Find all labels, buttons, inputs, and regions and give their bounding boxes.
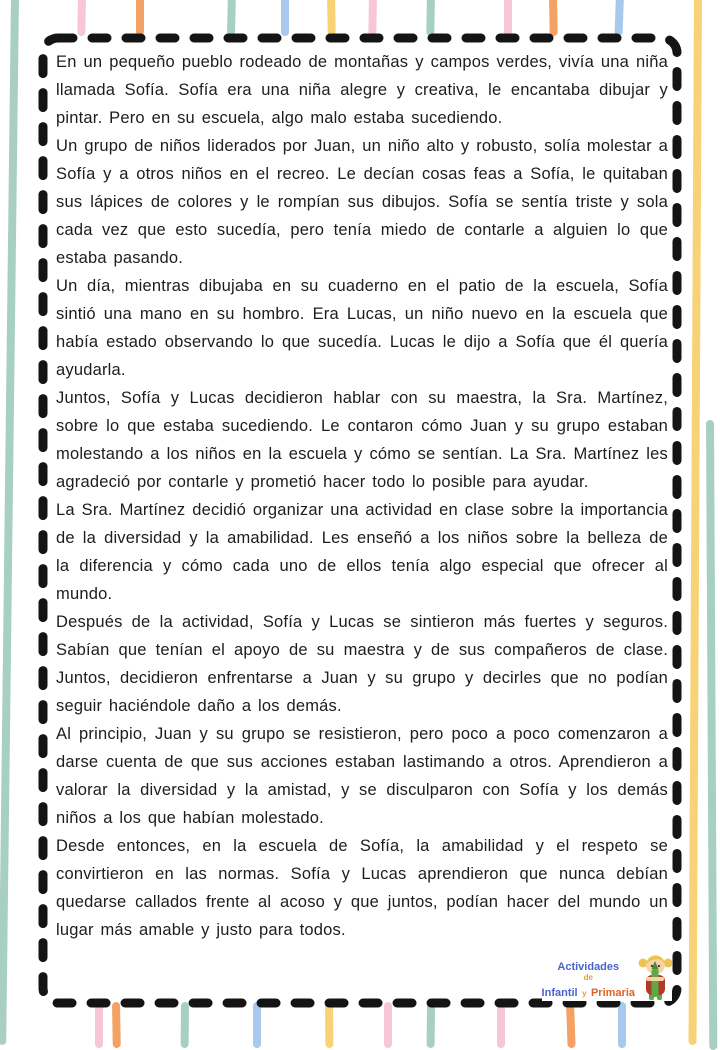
story-paragraph: Al principio, Juan y su grupo se resistieron, pero poco a poco comenzaron a darse cuenta de que sus acciones estaban lastimando a otros. Aprendieron a valorar la diversidad y la amistad, y se disculparon con Sofía y los demás niños a los que habían molestado. [56, 725, 668, 827]
decor-stripe-pink [77, 0, 86, 36]
story-card [38, 33, 682, 1008]
story-paragraph: En un pequeño pueblo rodeado de montañas y campos verdes, vivía una niña llamada Sofía. Sofía era una niña alegre y creativa, le encantaba dibujar y pintar. Pero en su escuela, algo malo estaba sucediendo. [56, 53, 668, 127]
story-paragraph: Desde entonces, en la escuela de Sofía, la amabilidad y el respeto se convirtieron en las normas. Sofía y Lucas aprendieron que nunca debían quedarse callados frente al acoso y que juntos, podían hacer del mundo un lugar más amable y justo para todos. [56, 837, 668, 939]
decor-stripe-pink [95, 1002, 103, 1048]
decor-stripe-yellow [327, 0, 336, 36]
decor-stripe-teal [0, 0, 19, 1045]
decor-stripe-teal [227, 0, 236, 36]
decor-stripe-blue [281, 0, 289, 36]
story-paragraph: Un grupo de niños liderados por Juan, un niño alto y robusto, solía molestar a Sofía y a otros niños en el recreo. Le decían cosas feas a Sofía, le quitaban sus lápices de colores y le rompían sus dibujos. Sofía se sentía triste y sola cada vez que esto sucedía, pero tenía miedo de contarle a alguien lo que estaba pasando. [56, 137, 668, 267]
decor-stripe-blue [253, 1002, 261, 1048]
logo-word-infantil: Infantil [541, 986, 578, 999]
decor-stripe-yellow [325, 1002, 333, 1048]
decor-stripe-orange [112, 1002, 121, 1048]
decor-stripe-yellow [689, 0, 702, 1045]
decor-stripe-teal [427, 1002, 435, 1048]
decor-stripe-teal [181, 1002, 189, 1048]
publisher-logo-text [542, 961, 635, 1001]
story-text [56, 48, 668, 993]
decor-stripe-teal [426, 0, 435, 36]
story-paragraph: Después de la actividad, Sofía y Lucas se sintieron más fuertes y seguros. Sabían que tenían el apoyo de su maestra y de sus compañeros de clase. Juntos, decidieron enfrentarse a Juan y su grupo y decirles que no podían seguir haciéndole daño a los demás. [56, 613, 668, 715]
decor-stripe-teal [706, 420, 717, 1050]
publisher-logo [542, 953, 672, 1001]
decor-stripe-pink [368, 0, 377, 36]
mascot-kid-icon [638, 953, 672, 1001]
decor-stripe-pink [504, 0, 512, 36]
logo-word-primaria: Primaria [590, 986, 635, 999]
story-paragraph: Un día, mientras dibujaba en su cuaderno en el patio de la escuela, Sofía sintió una mano en su hombro. Era Lucas, un niño nuevo en la escuela que había estado observando lo que sucedía. Lucas le dijo a Sofía que él quería ayudarla. [56, 277, 668, 379]
story-paragraph: La Sra. Martínez decidió organizar una actividad en clase sobre la importancia de la diversidad y la amabilidad. Les enseñó a los niños sobre la belleza de la diferencia y cómo cada uno de ellos tenía algo especial que ofrecer al mundo. [56, 501, 668, 603]
logo-line-infantil-primaria [542, 983, 635, 1001]
story-paragraph: Juntos, Sofía y Lucas decidieron hablar con su maestra, la Sra. Martínez, sobre lo que estaba sucediendo. Le contaron cómo Juan y su grupo estaban molestando a los niños en la escuela y cómo se sentían. La Sra. Martínez les agradeció por contarle y prometió hacer todo lo posible para ayudar. [56, 389, 668, 491]
logo-word-y: y [582, 988, 587, 998]
logo-word-actividades: Actividades [557, 960, 620, 973]
decor-stripe-orange [566, 1002, 576, 1048]
decor-stripe-orange [549, 0, 558, 36]
decor-stripe-blue [618, 1002, 626, 1048]
logo-word-de: de [583, 973, 593, 983]
decor-stripe-blue [615, 0, 624, 36]
decor-stripe-pink [384, 1002, 392, 1048]
decor-stripe-orange [136, 0, 144, 36]
decor-stripe-pink [497, 1002, 505, 1048]
